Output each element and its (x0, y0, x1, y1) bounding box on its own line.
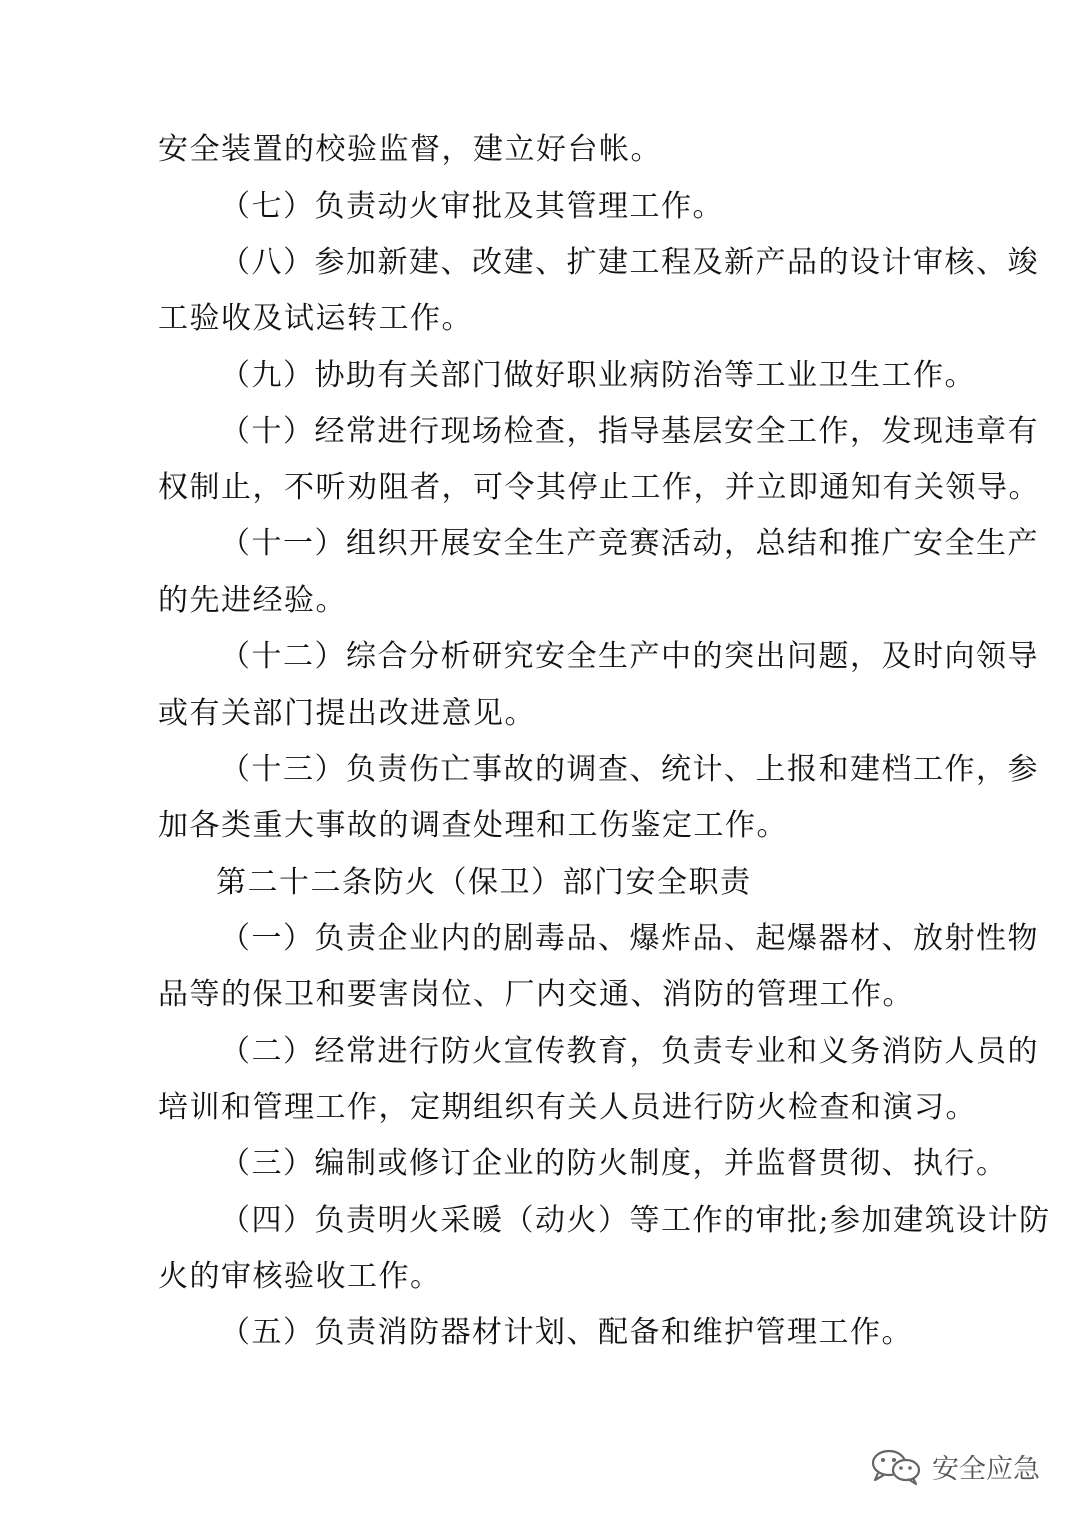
text-line-12: （十三）负责伤亡事故的调查、统计、上报和建档工作，参 (220, 752, 1039, 787)
watermark (868, 1446, 1040, 1486)
text-line-11: 或有关部门提出改进意见。 (158, 696, 536, 731)
text-line-7: 权制止，不听劝阻者，可令其停止工作，并立即通知有关领导。 (158, 470, 1040, 505)
text-line-6: （十）经常进行现场检查，指导基层安全工作，发现违章有 (220, 414, 1039, 449)
text-line-20: （四）负责明火采暖（动火）等工作的审批;参加建筑设计防 (220, 1203, 1051, 1238)
text-line-17: （二）经常进行防火宣传教育，负责专业和义务消防人员的 (220, 1034, 1039, 1069)
text-line-15: （一）负责企业内的剧毒品、爆炸品、起爆器材、放射性物 (220, 921, 1039, 956)
text-line-21: 火的审核验收工作。 (158, 1259, 442, 1294)
text-line-13: 加各类重大事故的调查处理和工伤鉴定工作。 (158, 808, 788, 843)
wechat-icon (868, 1446, 924, 1486)
section-heading: 第二十二条防火（保卫）部门安全职责 (216, 865, 752, 900)
text-line-1: 安全装置的校验监督，建立好台帐。 (158, 132, 662, 167)
text-line-3: （八）参加新建、改建、扩建工程及新产品的设计审核、竣 (220, 245, 1039, 280)
text-line-10: （十二）综合分析研究安全生产中的突出问题，及时向领导 (220, 639, 1039, 674)
text-line-22: （五）负责消防器材计划、配备和维护管理工作。 (220, 1315, 913, 1350)
watermark-text: 安全应急 (932, 1453, 1040, 1485)
text-line-16: 品等的保卫和要害岗位、厂内交通、消防的管理工作。 (158, 977, 914, 1012)
text-line-19: （三）编制或修订企业的防火制度，并监督贯彻、执行。 (220, 1146, 1008, 1181)
text-line-18: 培训和管理工作，定期组织有关人员进行防火检查和演习。 (158, 1090, 977, 1125)
text-line-2: （七）负责动火审批及其管理工作。 (220, 189, 724, 224)
text-line-4: 工验收及试运转工作。 (158, 301, 473, 336)
text-line-5: （九）协助有关部门做好职业病防治等工业卫生工作。 (220, 358, 976, 393)
text-line-8: （十一）组织开展安全生产竞赛活动，总结和推广安全生产 (220, 526, 1039, 561)
text-line-9: 的先进经验。 (158, 583, 347, 618)
